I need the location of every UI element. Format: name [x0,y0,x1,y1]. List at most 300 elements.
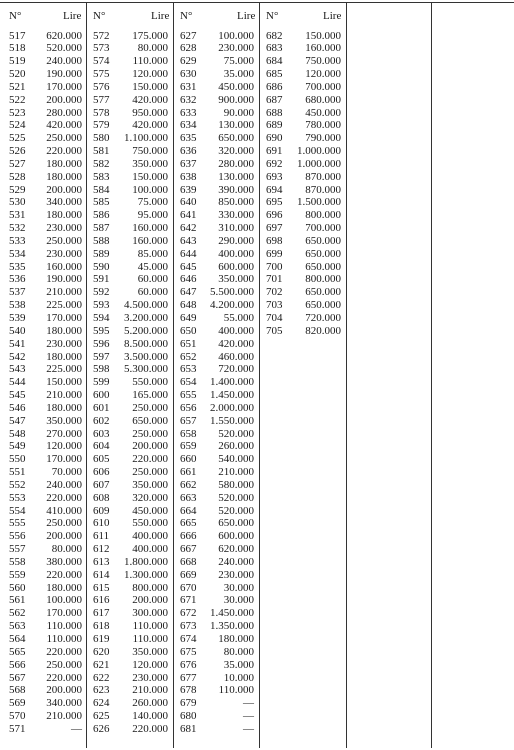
entry-number: 576 [93,80,110,93]
entry-price: 130.000 [218,170,254,183]
entry-price: 800.000 [305,209,341,222]
entry-number: 702 [266,286,283,299]
entry-price: 250.000 [132,466,168,479]
entry-number: 667 [180,543,197,556]
entry-number: 575 [93,68,110,81]
entry-number: 602 [93,414,110,427]
entry-number: 683 [266,42,283,55]
entry-number: 648 [180,299,197,312]
entry-number: 705 [266,324,283,337]
entry-number: 571 [9,722,26,735]
entry-number: 558 [9,555,26,568]
entry-number: 619 [93,632,110,645]
entry-number: 624 [93,697,110,710]
entry-number: 663 [180,491,197,504]
entry-number: 692 [266,157,283,170]
entry-price: 170.000 [46,80,82,93]
entry-number: 625 [93,710,110,723]
entry-number: 697 [266,222,283,235]
entry-number: 651 [180,337,197,350]
entry-price: 950.000 [132,106,168,119]
entry-price: 580.000 [218,478,254,491]
entry-number: 656 [180,401,197,414]
entry-price: 120.000 [305,68,341,81]
entry-price: 1.400.000 [210,376,254,389]
entry-number: 628 [180,42,197,55]
entry-price: 650.000 [218,517,254,530]
entry-price: 230.000 [46,337,82,350]
entry-price: 110.000 [132,632,168,645]
entry-number: 645 [180,260,197,273]
entry-price: 75.000 [223,55,254,68]
entry-number: 607 [93,478,110,491]
entry-price: 165.000 [132,389,168,402]
entry-price: 820.000 [305,324,341,337]
entry-price: 200.000 [46,530,82,543]
entry-number: 538 [9,299,26,312]
entry-price: 720.000 [218,363,254,376]
entry-price: 250.000 [132,401,168,414]
entry-price: 420.000 [132,93,168,106]
entry-number: 567 [9,671,26,684]
entry-price: 170.000 [46,311,82,324]
entry-number: 519 [9,55,26,68]
entry-number: 618 [93,620,110,633]
entry-price: 650.000 [218,132,254,145]
entry-number: 594 [93,311,110,324]
entry-price: 180.000 [46,401,82,414]
entry-number: 684 [266,55,283,68]
entry-number: 681 [180,722,197,735]
entry-price: 180.000 [46,350,82,363]
entry-price: 230.000 [218,568,254,581]
entry-number: 588 [93,234,110,247]
entry-price: 720.000 [305,311,341,324]
entry-number: 554 [9,504,26,517]
entry-number: 677 [180,671,197,684]
entry-number: 584 [93,183,110,196]
entry-price: 120.000 [132,658,168,671]
entry-price: 900.000 [218,93,254,106]
entry-price: 520.000 [218,491,254,504]
entry-price: 240.000 [46,55,82,68]
column-divider [431,2,432,748]
entry-price: 700.000 [305,222,341,235]
entry-price: 210.000 [46,286,82,299]
entry-number: 636 [180,145,197,158]
entry-price: 1.800.000 [124,555,168,568]
entry-number: 530 [9,196,26,209]
entry-price: 75.000 [137,196,168,209]
entry-number: 578 [93,106,110,119]
entry-price: 1.000.000 [297,145,341,158]
entry-number: 679 [180,697,197,710]
entry-number: 643 [180,234,197,247]
entry-price: 520.000 [218,427,254,440]
entry-number: 689 [266,119,283,132]
lire-header: Lire [63,10,82,22]
entry-number: 640 [180,196,197,209]
entry-number: 517 [9,29,26,42]
entry-number: 641 [180,209,197,222]
entry-price: 540.000 [218,453,254,466]
entry-price: 120.000 [46,440,82,453]
entry-price: 110.000 [132,620,168,633]
entry-price: 550.000 [132,376,168,389]
entry-price: 290.000 [218,234,254,247]
entry-price: 550.000 [132,517,168,530]
entry-number: 586 [93,209,110,222]
entry-number: 671 [180,594,197,607]
entry-price: 420.000 [218,337,254,350]
entry-number: 581 [93,145,110,158]
entry-number: 698 [266,234,283,247]
number-header: N° [93,10,106,22]
entry-number: 685 [266,68,283,81]
entry-price: 35.000 [223,68,254,81]
entry-number: 560 [9,581,26,594]
entry-price: 310.000 [218,222,254,235]
entry-number: 688 [266,106,283,119]
entry-price: 350.000 [46,414,82,427]
entry-price: 110.000 [132,55,168,68]
entry-number: 551 [9,466,26,479]
entry-price: 750.000 [132,145,168,158]
entry-number: 649 [180,311,197,324]
entry-number: 593 [93,299,110,312]
entry-price: 150.000 [46,376,82,389]
entry-price: 230.000 [132,671,168,684]
entry-number: 701 [266,273,283,286]
entry-price: 30.000 [223,581,254,594]
entry-number: 547 [9,414,26,427]
entry-number: 654 [180,376,197,389]
entry-price: 650.000 [305,234,341,247]
entry-price: 200.000 [132,440,168,453]
entry-price: 450.000 [218,80,254,93]
entry-price: 250.000 [46,517,82,530]
entry-price: 280.000 [46,106,82,119]
entry-price: 240.000 [218,555,254,568]
entry-price: 330.000 [218,209,254,222]
entry-number: 615 [93,581,110,594]
entry-price: 180.000 [46,170,82,183]
entry-price: 10.000 [223,671,254,684]
entry-number: 611 [93,530,110,543]
entry-number: 573 [93,42,110,55]
entry-number: 604 [93,440,110,453]
entry-number: 608 [93,491,110,504]
entry-price: 250.000 [46,234,82,247]
entry-number: 568 [9,684,26,697]
entry-price: 170.000 [46,453,82,466]
entry-number: 687 [266,93,283,106]
entry-price: 350.000 [132,157,168,170]
entry-price: 175.000 [132,29,168,42]
entry-number: 690 [266,132,283,145]
entry-price: 460.000 [218,350,254,363]
entry-price: 620.000 [218,543,254,556]
entry-number: 606 [93,466,110,479]
entry-price: 410.000 [46,504,82,517]
entry-price: 225.000 [46,363,82,376]
entry-price: 230.000 [218,42,254,55]
entry-number: 534 [9,247,26,260]
entry-price: 80.000 [51,543,82,556]
entry-price: 520.000 [46,42,82,55]
entry-number: 634 [180,119,197,132]
entry-number: 531 [9,209,26,222]
entry-number: 642 [180,222,197,235]
entry-number: 562 [9,607,26,620]
entry-number: 653 [180,363,197,376]
column-divider [259,2,260,748]
entry-price: 220.000 [46,568,82,581]
entry-number: 572 [93,29,110,42]
entry-price: 650.000 [305,299,341,312]
entry-number: 520 [9,68,26,81]
entry-price: 30.000 [223,594,254,607]
entry-price: 100.000 [46,594,82,607]
top-rule [0,2,514,3]
entry-number: 646 [180,273,197,286]
entry-number: 543 [9,363,26,376]
entry-number: 632 [180,93,197,106]
entry-number: 672 [180,607,197,620]
entry-number: 669 [180,568,197,581]
entry-price: 800.000 [305,273,341,286]
entry-number: 626 [93,722,110,735]
entry-price: 870.000 [305,170,341,183]
entry-number: 668 [180,555,197,568]
entry-number: 696 [266,209,283,222]
entry-price: 225.000 [46,299,82,312]
entry-price: 200.000 [46,684,82,697]
entry-price: 420.000 [46,119,82,132]
number-header: N° [266,10,279,22]
entry-price: 45.000 [137,260,168,273]
entry-price: — [243,710,254,723]
entry-price: 210.000 [132,684,168,697]
lire-header: Lire [237,10,256,22]
entry-price: 110.000 [46,632,82,645]
entry-price: 3.200.000 [124,311,168,324]
entry-number: 673 [180,620,197,633]
entry-price: 220.000 [46,145,82,158]
entry-price: 190.000 [46,273,82,286]
entry-number: 660 [180,453,197,466]
entry-price: 3.500.000 [124,350,168,363]
entry-price: 280.000 [218,157,254,170]
entry-number: 577 [93,93,110,106]
entry-price: 260.000 [132,697,168,710]
entry-price: 320.000 [218,145,254,158]
entry-number: 537 [9,286,26,299]
entry-price: 1.300.000 [124,568,168,581]
entry-price: 220.000 [132,453,168,466]
entry-price: 450.000 [132,504,168,517]
entry-price: 230.000 [46,222,82,235]
entry-price: 150.000 [305,29,341,42]
entry-price: 8.500.000 [124,337,168,350]
entry-price: 650.000 [305,260,341,273]
entry-number: 670 [180,581,197,594]
entry-price: 870.000 [305,183,341,196]
entry-number: 662 [180,478,197,491]
entry-price: 1.450.000 [210,389,254,402]
entry-price: 55.000 [223,311,254,324]
entry-price: 200.000 [46,93,82,106]
entry-number: 630 [180,68,197,81]
entry-price: 180.000 [46,581,82,594]
entry-number: 535 [9,260,26,273]
entry-number: 694 [266,183,283,196]
entry-number: 623 [93,684,110,697]
entry-price: 210.000 [46,710,82,723]
entry-price: 350.000 [218,273,254,286]
entry-number: 583 [93,170,110,183]
entry-number: 553 [9,491,26,504]
entry-number: 564 [9,632,26,645]
entry-price: 350.000 [132,645,168,658]
entry-price: 1.350.000 [210,620,254,633]
entry-number: 596 [93,337,110,350]
entry-price: 150.000 [132,170,168,183]
entry-number: 666 [180,530,197,543]
entry-number: 599 [93,376,110,389]
entry-number: 541 [9,337,26,350]
entry-number: 545 [9,389,26,402]
entry-number: 658 [180,427,197,440]
entry-price: 160.000 [46,260,82,273]
entry-price: 180.000 [46,157,82,170]
column-divider [173,2,174,748]
entry-price: 110.000 [218,684,254,697]
entry-price: 250.000 [46,132,82,145]
entry-number: 552 [9,478,26,491]
entry-number: 527 [9,157,26,170]
entry-price: 100.000 [218,29,254,42]
entry-number: 555 [9,517,26,530]
entry-price: — [243,722,254,735]
entry-number: 700 [266,260,283,273]
entry-number: 603 [93,427,110,440]
entry-price: 220.000 [46,671,82,684]
entry-number: 582 [93,157,110,170]
entry-number: 650 [180,324,197,337]
entry-number: 682 [266,29,283,42]
entry-price: 420.000 [132,119,168,132]
entry-price: 110.000 [46,620,82,633]
entry-number: 542 [9,350,26,363]
entry-number: 528 [9,170,26,183]
entry-price: 150.000 [132,80,168,93]
entry-price: 320.000 [132,491,168,504]
entry-price: 450.000 [305,106,341,119]
entry-number: 525 [9,132,26,145]
entry-price: 790.000 [305,132,341,145]
lire-header: Lire [323,10,342,22]
entry-number: 536 [9,273,26,286]
entry-number: 518 [9,42,26,55]
entry-price: 380.000 [46,555,82,568]
entry-number: 675 [180,645,197,658]
entry-number: 617 [93,607,110,620]
entry-number: 574 [93,55,110,68]
entry-number: 621 [93,658,110,671]
entry-price: 120.000 [132,68,168,81]
entry-price: 230.000 [46,247,82,260]
entry-price: 600.000 [218,530,254,543]
entry-price: 5.200.000 [124,324,168,337]
entry-price: 600.000 [218,260,254,273]
entry-price: — [243,697,254,710]
entry-number: 556 [9,530,26,543]
entry-number: 704 [266,311,283,324]
entry-number: 686 [266,80,283,93]
entry-price: 620.000 [46,29,82,42]
entry-number: 580 [93,132,110,145]
number-header: N° [9,10,22,22]
entry-price: 300.000 [132,607,168,620]
entry-number: 597 [93,350,110,363]
entry-price: 250.000 [132,427,168,440]
entry-price: 80.000 [137,42,168,55]
entry-number: 678 [180,684,197,697]
entry-number: 613 [93,555,110,568]
entry-price: 220.000 [132,722,168,735]
entry-number: 601 [93,401,110,414]
entry-price: 650.000 [132,414,168,427]
entry-price: 520.000 [218,504,254,517]
entry-number: 549 [9,440,26,453]
entry-number: 680 [180,710,197,723]
entry-number: 587 [93,222,110,235]
entry-number: 557 [9,543,26,556]
entry-price: 4.500.000 [124,299,168,312]
column-divider [86,2,87,748]
entry-price: 350.000 [132,478,168,491]
entry-number: 691 [266,145,283,158]
entry-price: 400.000 [132,543,168,556]
entry-price: 200.000 [132,594,168,607]
entry-number: 703 [266,299,283,312]
entry-price: 210.000 [46,389,82,402]
entry-number: 638 [180,170,197,183]
entry-number: 629 [180,55,197,68]
entry-price: 340.000 [46,196,82,209]
entry-price: 170.000 [46,607,82,620]
entry-number: 539 [9,311,26,324]
entry-price: 130.000 [218,119,254,132]
entry-price: 140.000 [132,710,168,723]
column-divider [346,2,347,748]
entry-price: 190.000 [46,68,82,81]
entry-number: 664 [180,504,197,517]
lire-header: Lire [151,10,170,22]
entry-number: 544 [9,376,26,389]
entry-number: 533 [9,234,26,247]
entry-price: 390.000 [218,183,254,196]
entry-number: 524 [9,119,26,132]
entry-number: 665 [180,517,197,530]
entry-price: 160.000 [132,222,168,235]
entry-number: 616 [93,594,110,607]
entry-number: 563 [9,620,26,633]
entry-number: 600 [93,389,110,402]
entry-price: 400.000 [218,247,254,260]
entry-price: 1.000.000 [297,157,341,170]
